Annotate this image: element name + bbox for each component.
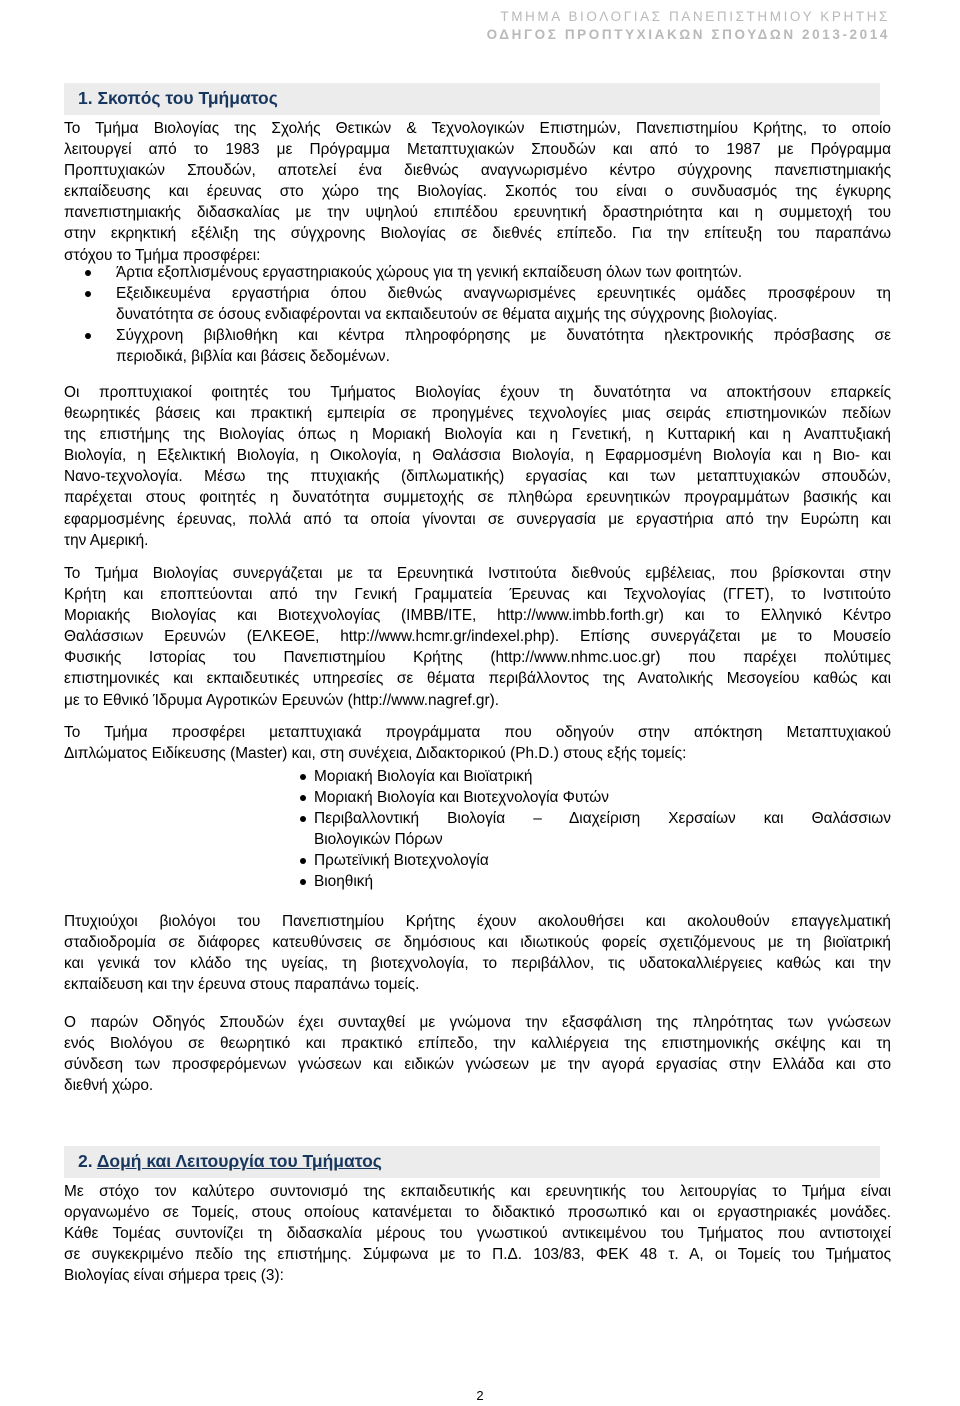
list-item [300, 787, 891, 808]
bullet-icon [300, 879, 306, 885]
list-item-text: Πρωτεϊνική Βιοτεχνολογία [314, 852, 489, 870]
list-item-text: Βιοηθική [314, 873, 374, 891]
text-line: Βιολογία, η Εξελικτική Βιολογία, η Οικολογία, η Θαλάσσια Βιολογία, η Εφαρμοσμένη Βιολογία και η Βιο- και [64, 447, 891, 465]
text-line: πανεπιστημιακής διδασκαλίας με την υψηλού επιπέδου ερευνητική δραστηριότητα και η συμμετοχή του [64, 204, 891, 222]
section-1-bullet-list [64, 262, 891, 367]
text-line: ενός Βιολόγου σε θεωρητικό και πρακτικό επίπεδο, την καλλιέργεια της επιστημονικής σκέψης και τη [64, 1035, 891, 1053]
bullet-icon [85, 333, 91, 339]
list-item [64, 262, 891, 283]
section-1-paragraph-4 [64, 722, 891, 764]
text-line: Διπλώματος Ειδίκευσης (Master) και, στη συνέχεια, Διδακτορικού (Ph.D.) στους εξής τομείς: [64, 745, 687, 763]
text-line: επιστημονικές και εκπαιδευτικές υπηρεσίες σε θέματα περιβάλλοντος της Ανατολικής Μεσογείου καθώς και [64, 670, 891, 688]
text-line: Κρήτη και εποπτεύονται από την Γενική Γραμματεία Έρευνας και Τεχνολογίας (ΓΓΕΤ), το Ινστιτούτο [64, 586, 891, 604]
list-item [64, 325, 891, 367]
page-number: 2 [476, 1388, 484, 1403]
list-item [300, 808, 891, 850]
text-line: με το Εθνικό Ίδρυμα Αγροτικών Ερευνών (http://www.nagref.gr). [64, 691, 499, 709]
text-line: σε συγκεκριμένο πεδίο της επιστήμης. Σύμφωνα με το Π.Δ. 103/83, ΦΕΚ 48 τ. Α, οι Τομείς του Τμήματος [64, 1246, 891, 1264]
bullet-icon [300, 774, 306, 780]
graduate-fields-list [300, 766, 891, 893]
text-line: Το Τμήμα Βιολογίας συνεργάζεται με τα Ερευνητικά Ινστιτούτα διεθνούς εμβέλειας, που βρίσκονται στην [64, 565, 891, 582]
list-item-text: Άρτια εξοπλισμένους εργαστηριακούς χώρους για τη γενική εκπαίδευση όλων των φοιτητών. [116, 264, 743, 281]
section-2-paragraph-1 [64, 1181, 891, 1286]
bullet-icon [85, 291, 91, 297]
text-line: Το Τμήμα Βιολογίας της Σχολής Θετικών & Τεχνολογικών Επιστημών, Πανεπιστημίου Κρήτης, το οποίο [64, 120, 891, 137]
list-item [300, 871, 891, 892]
text-line: Ο παρών Οδηγός Σπουδών έχει συνταχθεί με γνώμονα την εξασφάλιση της πληρότητας των γνώσεων [64, 1014, 891, 1031]
text-line: Πτυχιούχοι βιολόγοι του Πανεπιστημίου Κρήτης έχουν ακολουθήσει και ακολουθούν επαγγελματική [64, 913, 891, 930]
bullet-icon [85, 270, 91, 276]
text-line: σταδιοδρομία σε διάφορες κατευθύνσεις σε δημόσιους και ιδιωτικούς φορείς σχετιζόμενους με τη βιοϊατρική [64, 934, 891, 952]
list-item [300, 850, 891, 871]
list-item-text: Εξειδικευμένα εργαστήρια όπου διεθνώς αναγνωρισμένες ερευνητικές ομάδες προσφέρουν τη [116, 285, 891, 303]
section-1-paragraph-6 [64, 1012, 891, 1096]
header-guide-title: ΟΔΗΓΟΣ ΠΡΟΠΤΥΧΙΑΚΩΝ ΣΠΟΥΔΩΝ 2013-2014 [486, 27, 890, 42]
text-line: εφαρμοσμένης έρευνας, πολλά από τα οποία γίνονται σε συνεργασία με εργαστήρια από την Ευρώπη και [64, 510, 891, 528]
text-line: λειτουργεί από το 1983 με Πρόγραμμα Μεταπτυχιακών Σπουδών και από το 1987 με Πρόγραμμα [64, 141, 891, 159]
list-item [300, 766, 891, 787]
text-line: Θαλάσσιων Ερευνών (ΕΛΚΕΘΕ, http://www.hcmr.gr/indexel.php). Επίσης συνεργάζεται με το Μουσείο [64, 628, 891, 646]
section-2-title-text: Δομή και Λειτουργία του Τμήματος [96, 1151, 382, 1171]
section-1-heading [64, 83, 880, 115]
list-item-text: Μοριακή Βιολογία και Βιοϊατρική [314, 768, 533, 785]
section-2-title [78, 1151, 382, 1172]
list-item [64, 283, 891, 325]
list-item-text: Μοριακή Βιολογία και Βιοτεχνολογία Φυτών [314, 789, 609, 807]
text-line: Φυσικής Ιστορίας του Πανεπιστημίου Κρήτης (http://www.nhmc.uoc.gr) που παρέχει πολύτιμες [64, 649, 891, 667]
text-line: οργανωμένο σε Τομείς, στους οποίους κατανέμεται το διδακτικό προσωπικό και οι εργαστηριακές μονάδες. [64, 1204, 891, 1222]
text-line: θεωρητικές βάσεις και πρακτική εμπειρία σε προηγμένες τεχνολογίες μιας σειράς επιστημονικών πεδίων [64, 405, 891, 423]
text-line: στόχου το Τμήμα προσφέρει: [64, 246, 261, 264]
text-line: στην εκρηκτική εξέλιξη της σύγχρονης Βιολογίας σε διεθνές επίπεδο. Για την επίτευξη του παραπάνω [64, 225, 891, 243]
section-1-paragraph-1 [64, 118, 891, 266]
list-item-text: Σύγχρονη βιβλιοθήκη και κέντρα πληροφόρησης με δυνατότητα ηλεκτρονικής πρόσβασης σε [116, 327, 891, 345]
text-line: την Αμερική. [64, 531, 149, 549]
section-1-paragraph-2 [64, 382, 891, 551]
text-line: εκπαίδευσης και έρευνας στο χώρο της Βιολογίας. Σκοπός του είναι ο συνδυασμός της έγκυρης [64, 183, 891, 201]
section-1-paragraph-3 [64, 563, 891, 711]
text-line: της επιστήμης της Βιολογίας όπως η Μοριακή Βιολογία και η Γενετική, η Κυτταρική και η Αναπτυξιακή [64, 426, 891, 444]
text-line: Με στόχο τον καλύτερο συντονισμό της εκπαιδευτικής και ερευνητικής του λειτουργίας το Τμήμα είναι [64, 1183, 891, 1200]
text-line: Νανο-τεχνολογία. Μέσω της πτυχιακής (διπλωματικής) εργασίας και των μεταπτυχιακών σπουδών, [64, 468, 891, 486]
section-2-heading [64, 1146, 880, 1178]
section-1-title: 1. Σκοπός του Τμήματος [78, 88, 278, 108]
list-item-text: Περιβαλλοντική Βιολογία – Διαχείριση Χερσαίων και Θαλάσσιων [314, 810, 891, 828]
text-line: Προπτυχιακών Σπουδών, αποτελεί ένα διεθνώς αναγνωρισμένο κέντρο σύγχρονης πανεπιστημιακής [64, 162, 891, 180]
text-line: παρέχεται στους φοιτητές η δυνατότητα συμμετοχής σε πληθώρα ερευνητικών προγραμμάτων βασικής και [64, 489, 891, 507]
bullet-icon [300, 795, 306, 801]
text-line: σύνδεση των προσφερόμενων γνώσεων και ειδικών γνώσεων με την αγορά εργασίας στην Ελλάδα και στο [64, 1056, 891, 1074]
text-line: διεθνή χώρο. [64, 1077, 154, 1095]
text-line: Κάθε Τομέας συντονίζει τη διδασκαλία μέρους του γνωστικού αντικειμένου του Τμήματος που αντιστοιχεί [64, 1225, 891, 1243]
text-line: Βιολογίας είναι σήμερα τρεις (3): [64, 1267, 284, 1285]
header-department: ΤΜΗΜΑ ΒΙΟΛΟΓΙΑΣ ΠΑΝΕΠΙΣΤΗΜΙΟΥ ΚΡΗΤΗΣ [500, 9, 890, 24]
bullet-icon [300, 816, 306, 822]
list-item-text: περιοδικά, βιβλία και βάσεις δεδομένων. [116, 348, 390, 366]
text-line: Το Τμήμα προσφέρει μεταπτυχιακά προγράμματα που οδηγούν στην απόκτηση Μεταπτυχιακού [64, 724, 891, 741]
text-line: εκπαίδευση και την έρευνα στους παραπάνω τομείς. [64, 976, 420, 994]
running-header [487, 8, 890, 44]
section-2-title-number: 2. [78, 1151, 97, 1171]
bullet-icon [300, 858, 306, 864]
list-item-text: Βιολογικών Πόρων [314, 831, 443, 849]
list-item-text: δυνατότητα σε όσους ενδιαφέρονται να εκπαιδευτούν σε θέματα αιχμής της σύγχρονης βιολογίας. [116, 306, 778, 324]
text-line: και γενικά τον κλάδο της υγείας, τη βιοτεχνολογία, το περιβάλλον, τις υδατοκαλλιέργειες καθώς και την [64, 955, 891, 973]
section-1-paragraph-5 [64, 911, 891, 995]
text-line: Μοριακής Βιολογίας και Βιοτεχνολογίας (IMBB/ITE, http://www.imbb.forth.gr) και το Ελληνικό Κέντρο [64, 607, 891, 625]
text-line: Οι προπτυχιακοί φοιτητές του Τμήματος Βιολογίας έχουν τη δυνατότητα να αποκτήσουν επαρκείς [64, 384, 891, 401]
